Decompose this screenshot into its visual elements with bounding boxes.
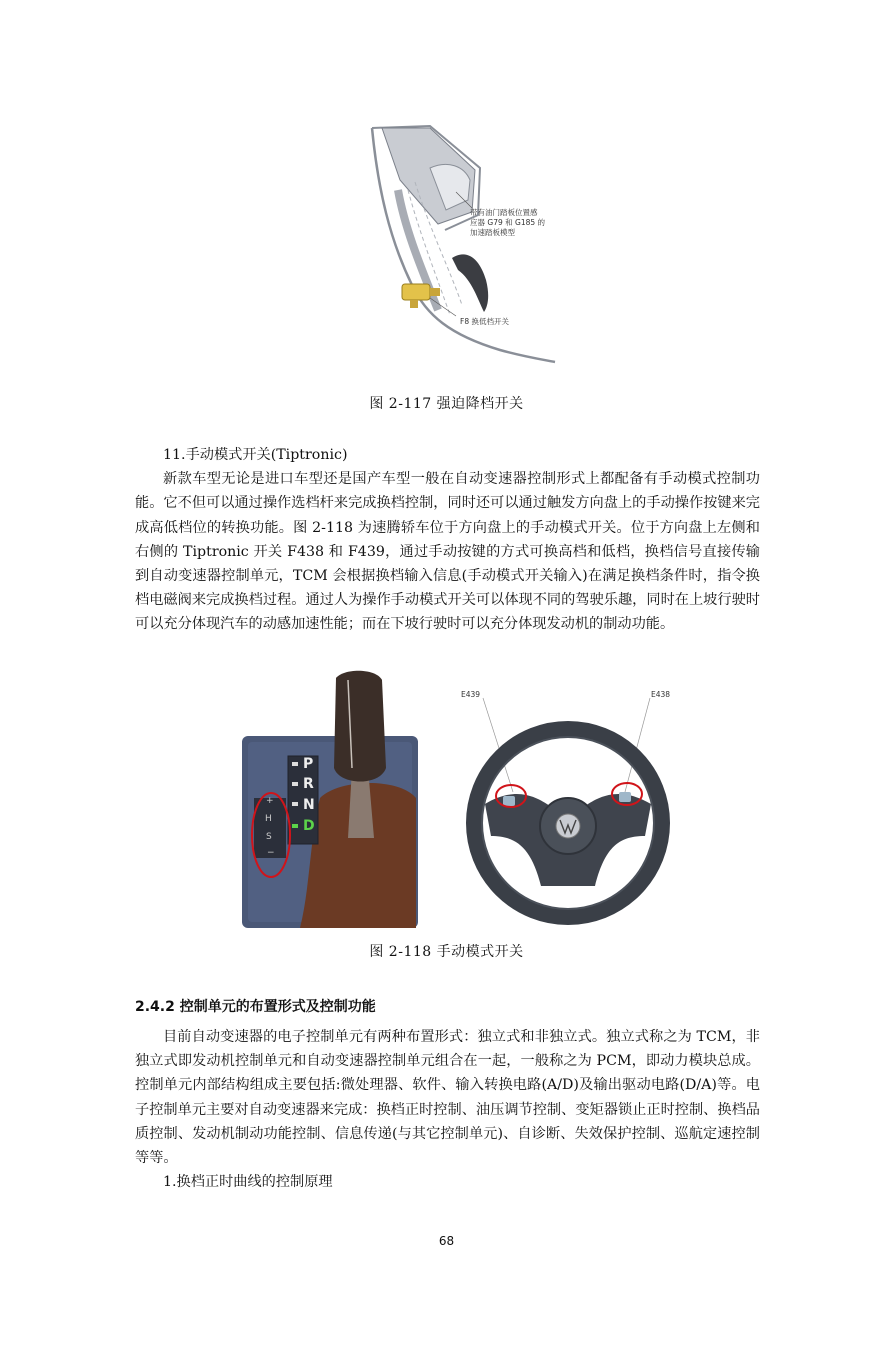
- subsection-1-title: 1.换档正时曲线的控制原理: [163, 1174, 333, 1191]
- gate-h: H: [265, 814, 272, 824]
- pedal-label-line-1: 带有油门踏板位置感: [470, 208, 538, 217]
- section-11-body: 新款车型无论是进口车型还是国产车型一般在自动变速器控制形式上都配备有手动模式控制功能。它不但可以通过操作选档杆来完成换档控制，同时还可以通过触发方向盘上的手动操作按键来完成高低档位的转换功能。图 2-118 为速腾轿车位于方向盘上的手动模式开关。位于方向盘上左侧和右侧的 Tiptronic 开关 F438 和 F439，通过手动按键的方式可换高档和低档，换档信号直接传输到自动变速器控制单元，TCM 会根据换档输入信息(手动模式开关输入)在满足换档条件时，指令换档电磁阀来完成换档过程。通过人为操作手动模式开关可以体现不同的驾驶乐趣，同时在上坡行驶时可以充分体现汽车的动感加速性能；而在下坡行驶时可以充分体现发动机的制动功能。: [135, 471, 760, 633]
- label-e438: E438: [651, 690, 671, 699]
- section-heading-2-4-2: 2.4.2 控制单元的布置形式及控制功能: [135, 999, 376, 1015]
- switch-label: F8 换低档开关: [460, 317, 509, 326]
- gate-s: S: [266, 832, 272, 842]
- gear-n: N: [303, 797, 315, 813]
- figure-shift-lever: [240, 668, 418, 930]
- figure-caption-2-117: 图 2-117 强迫降档开关: [369, 396, 524, 412]
- gear-d: D: [303, 818, 315, 834]
- label-e439: E439: [461, 690, 481, 699]
- section-11: [135, 443, 760, 637]
- figure-kickdown-switch: [360, 120, 560, 380]
- section-2-4-2: [135, 1025, 760, 1194]
- gate-plus: +: [266, 796, 274, 806]
- gate-minus: −: [267, 848, 275, 858]
- section-2-4-2-body: 目前自动变速器的电子控制单元有两种布置形式：独立式和非独立式。独立式称之为 TCM，非独立式即发动机控制单元和自动变速器控制单元组合在一起，一般称之为 PCM，即动力模块总成。控制单元内部结构组成主要包括:微处理器、软件、输入转换电路(A/D)及输出驱动电路(D/A)等。电子控制单元主要对自动变速器来完成：换档正时控制、油压调节控制、变矩器锁止正时控制、换档品质控制、发动机制动功能控制、信息传递(与其它控制单元)、自诊断、失效保护控制、巡航定速控制等等。: [135, 1029, 760, 1167]
- pedal-label-line-3: 加速踏板模型: [470, 228, 515, 237]
- figure-caption-2-118: 图 2-118 手动模式开关: [369, 944, 524, 960]
- pedal-illustration: [360, 120, 560, 380]
- gear-r: R: [303, 776, 314, 792]
- page-number: 68: [438, 1234, 455, 1248]
- gear-p: P: [303, 756, 314, 772]
- steering-wheel-illustration: [455, 686, 680, 931]
- section-11-title: 11.手动模式开关(Tiptronic): [163, 447, 348, 463]
- pedal-label-line-2: 应器 G79 和 G185 的: [470, 218, 546, 227]
- figure-steering-wheel: [455, 686, 680, 931]
